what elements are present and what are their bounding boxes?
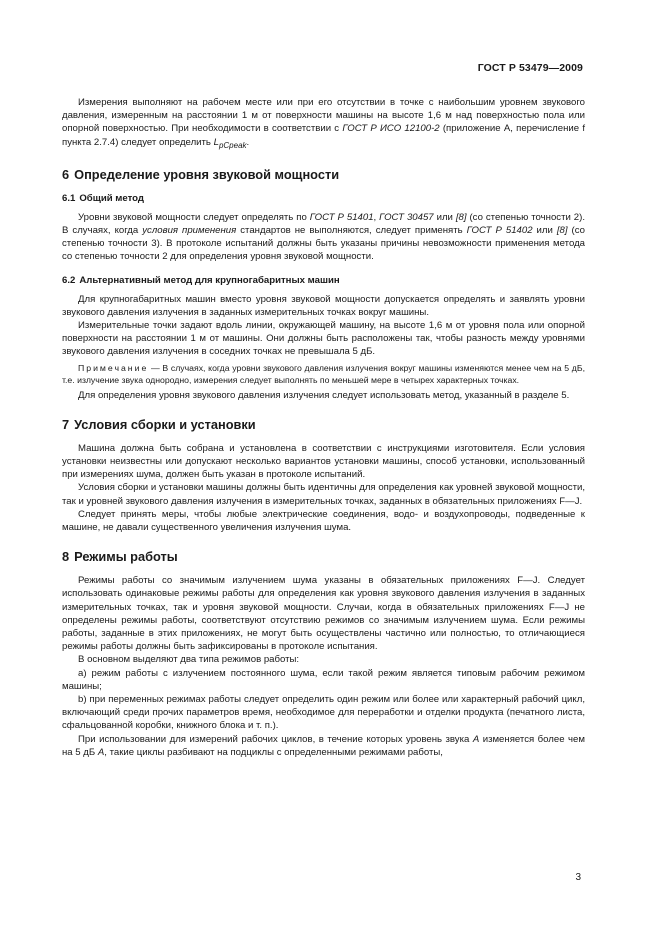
subsection-6-1-heading: 6.1 Общий метод bbox=[62, 192, 144, 204]
note-label: Примечание bbox=[78, 362, 149, 373]
list-item-a: а) режим работы с излучением постоянного шума, если такой режим является типовым рабочим режимом машины; bbox=[62, 667, 585, 692]
subsection-6-2-heading: 6.2 Альтернативный метод для крупногабаритных машин bbox=[62, 274, 340, 286]
section-8-paragraph-2: В основном выделяют два типа режимов работы: bbox=[78, 654, 300, 666]
section-8-heading: 8 Режимы работы bbox=[62, 549, 178, 565]
section-8-paragraph-3: При использовании для измерений рабочих циклов, в течение которых уровень звука А изменяется более чем на 5 дБ А, такие циклы разбивают на подциклы с определенными режимами работы, bbox=[62, 733, 585, 758]
symbol-subscript: pCpeak bbox=[218, 140, 247, 150]
standard-reference: ГОСТ Р ИСО 12100-2 bbox=[342, 123, 440, 135]
section-7-paragraph-1: Машина должна быть собрана и установлена в соответствии с инструкциями изготовителя. Если условия установки неизвестны или допускают несколько вариантов установки машины, способ установки, использованный при измерениях шума, должен быть указан в протоколе испытаний. bbox=[62, 442, 585, 481]
subsection-6-2-paragraph-3: Для определения уровня звукового давления излучения следует использовать метод, указанный в разделе 5. bbox=[78, 389, 570, 401]
intro-paragraph: Измерения выполняют на рабочем месте или при его отсутствии в точке с наибольшим уровнем звукового давления, измеренным на расстоянии 1 м от поверхности машины на высоте 1,6 м над поверхностью пола или опорной поверхностью. При необходимости в соответствии с ГОСТ Р ИСО 12100-2 (приложение А, перечисление f пункта 2.7.4) следует определить $L_{pCpeak}$. bbox=[62, 97, 585, 150]
section-7-heading: 7 Условия сборки и установки bbox=[62, 416, 256, 432]
subsection-6-2-paragraph-1: Для крупногабаритных машин вместо уровня звуковой мощности допускается определять и заявлять уровни звукового давления излучения в заданных измерительных точках вокруг машины. bbox=[62, 293, 585, 318]
section-8-paragraph-1: Режимы работы со значимым излучением шума указаны в обязательных приложениях F—J. Следует использовать одинаковые режимы работы для определения как уровня звукового давления излучения в заданных измерительных точках, так и уровня звуковой мощности. Случаи, когда в обязательных приложениях F—J не определены режимы работы, соответствуют отсутствию режимов со значимым излучением шума. Если режимы работы, заданные в этих приложениях, не могут быть осуществлены частично или полностью, то отличающиеся режимы работы должны быть зафиксированы в протоколе испытания. bbox=[62, 575, 585, 653]
section-7-paragraph-3: Следует принять меры, чтобы любые электрические соединения, водо- и воздухопроводы, подведенные к машине, не давали существенного увеличения излучения шума. bbox=[62, 508, 585, 533]
list-item-b: b) при переменных режимах работы следует определить один режим или более или характерный рабочий цикл, включающий среди прочих параметров время, необходимое для переработки и отделки продукта (печатного листа, сфальцованной коробки, книжного блока и т. п.). bbox=[62, 694, 585, 732]
note-paragraph: Примечание — В случаях, когда уровни звукового давления излучения вокруг машины изменяются менее чем на 5 дБ, т.е. излучение звука однородно, измерения следует выполнять по меньшей мере в четырех характерных точках. bbox=[62, 362, 585, 385]
symbol-l: L bbox=[213, 136, 219, 148]
page-number: 3 bbox=[575, 872, 581, 883]
standard-code-header: ГОСТ Р 53479—2009 bbox=[477, 62, 583, 74]
page-content bbox=[62, 96, 585, 759]
section-6-heading: 6 Определение уровня звуковой мощности bbox=[62, 166, 340, 182]
subsection-6-2-paragraph-2: Измерительные точки задают вдоль линии, окружающей машину, на высоте 1,6 м от уровня пола или опорной поверхности на расстоянии 1 м от машины. Они должны быть расположены так, чтобы разность между уровнями звукового давления излучения в соседних точках не превышала 5 дБ. bbox=[62, 319, 585, 358]
section-7-paragraph-2: Условия сборки и установки машины должны быть идентичны для определения как уровней звуковой мощности, так и уровней звукового давления излучения в измерительных точках, заданных в обязательных приложениях F—J. bbox=[62, 482, 585, 507]
subsection-6-1-paragraph: Уровни звуковой мощности следует определять по ГОСТ Р 51401, ГОСТ 30457 или [8] (со степенью точности 2). В случаях, когда условия применения стандартов не выполняются, следует применять ГОСТ Р 51402 или [8] (со степенью точности 3). В протоколе испытаний должны быть указаны причины невозможности применения метода со степенью точности 2 для определения уровня звуковой мощности. bbox=[62, 211, 585, 263]
